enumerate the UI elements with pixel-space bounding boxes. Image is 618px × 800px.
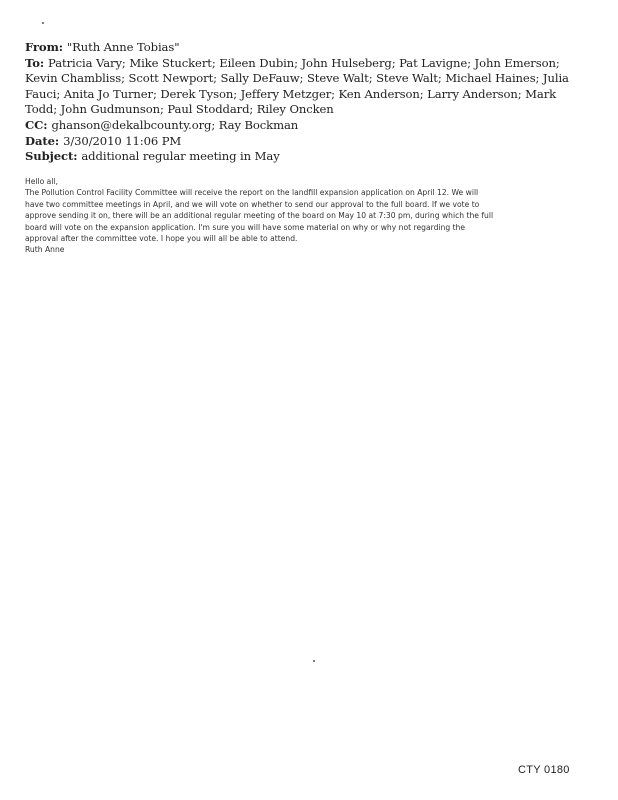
cc-line (25, 118, 585, 134)
to-recipients-3: Fauci; Anita Jo Turner; Derek Tyson; Jeffery Metzger; Ken Anderson; Larry Anderson; Mark (25, 86, 557, 101)
to-recipients-2: Kevin Chambliss; Scott Newport; Sally DeFauw; Steve Walt; Steve Walt; Michael Haines; Julia (25, 71, 569, 86)
date-value: 3/30/2010 11:06 PM (63, 133, 182, 148)
to-recipients-4: Todd; John Gudmunson; Paul Stoddard; Riley Oncken (25, 102, 334, 117)
subject-value: additional regular meeting in May (81, 149, 280, 164)
document-code: CTY 0180 (518, 764, 570, 776)
date-label: Date: (25, 133, 60, 148)
body-line-3: approve sending it on, there will be an additional regular meeting of the board on May 10 at 7:30 pm, during which the full (25, 211, 494, 221)
from-label: From: (25, 40, 63, 54)
body-line-1: The Pollution Control Facility Committee will receive the report on the landfill expansion application on April 12. We will (25, 188, 479, 198)
scan-speck (42, 22, 44, 24)
from-line (25, 40, 585, 56)
signature: Ruth Anne (25, 245, 65, 255)
to-label: To: (25, 55, 45, 70)
body-line-2: have two committee meetings in April, and we will vote on whether to send our approval to the full board. If we vote to (25, 199, 480, 209)
from-value: "Ruth Anne Tobias" (66, 40, 180, 54)
to-recipients-1: Patricia Vary; Mike Stuckert; Eileen Dubin; John Hulseberg; Pat Lavigne; John Emerson; (48, 55, 560, 70)
body-line-5: approval after the committee vote. I hope you will all be able to attend. (25, 234, 298, 244)
email-header (25, 40, 585, 165)
to-line (25, 56, 585, 72)
greeting: Hello all, (25, 177, 58, 186)
subject-label: Subject: (25, 149, 78, 164)
subject-line (25, 149, 585, 165)
scan-speck (313, 660, 315, 662)
cc-value: ghanson@dekalbcounty.org; Ray Bockman (51, 117, 299, 132)
email-body (25, 176, 595, 256)
date-line (25, 134, 585, 150)
cc-label: CC: (25, 117, 48, 132)
body-line-4: board will vote on the expansion application. I'm sure you will have some material on why or why not regarding the (25, 222, 466, 232)
